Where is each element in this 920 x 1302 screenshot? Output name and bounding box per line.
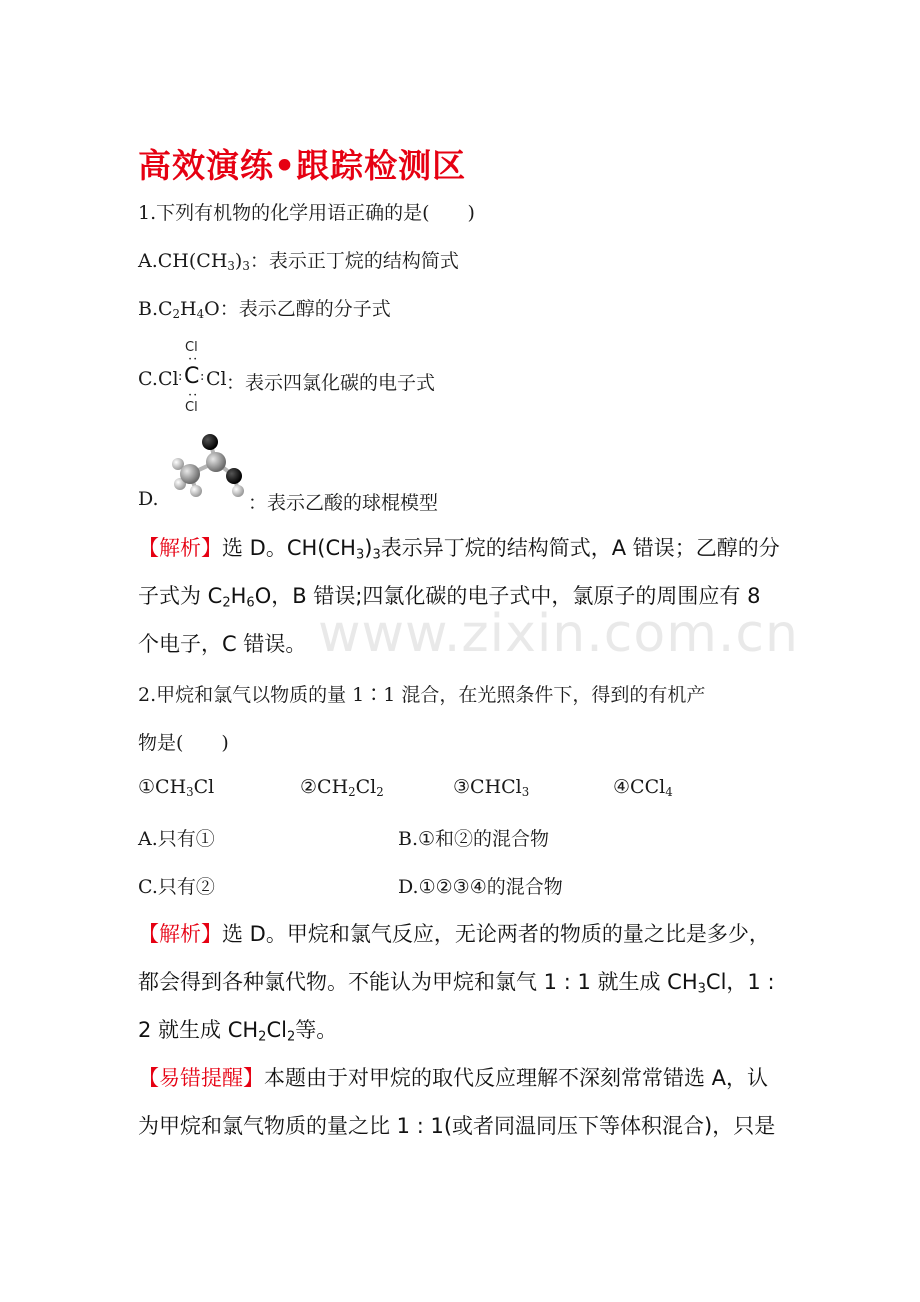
- q2-item-3: ③CHCl$_3$: [453, 776, 530, 799]
- error-tip-tag: 【易错提醒】: [138, 1066, 264, 1090]
- electron-dots-bottom: ··: [188, 388, 199, 403]
- page-title: 高效演练•跟踪检测区: [138, 146, 467, 185]
- q2-stem-line2: 物是( ): [138, 732, 229, 754]
- electron-formula-center-c: C: [184, 364, 200, 389]
- q2-item-1: $①CH_3Cl$: [138, 776, 215, 799]
- electron-dots-left: :: [178, 369, 184, 384]
- q1-option-b: $B.C_2H_4O$：表示乙醇的分子式: [138, 298, 391, 321]
- electron-formula-cl-top: Cl: [185, 340, 198, 355]
- q1-stem: 1.下列有机物的化学用语正确的是( ): [138, 202, 475, 224]
- electron-dots-top: ··: [188, 352, 199, 367]
- q1-option-c: C. Cl ·· Cl : C : Cl ：表示四氯化碳的电子式 ·· Cl: [138, 340, 436, 415]
- q2-option-b: B.①和②的混合物: [398, 828, 550, 850]
- q1-option-a: $A.CH(CH_3)_3$：表示正丁烷的结构简式: [138, 250, 459, 273]
- q2-stem-line1: 2.甲烷和氯气以物质的量 1∶1 混合，在光照条件下，得到的有机产: [138, 684, 706, 706]
- electron-formula-cl-bottom: Cl: [185, 400, 198, 415]
- electron-dots-right: :: [200, 369, 206, 384]
- q2-analysis: 【解析】选 D。甲烷和氯气反应，无论两者的物质的量之比是多少，都会得到各种氯代物。不能认为甲烷和氯气 1 : 1 就生成 $CH_3Cl$，1 : 2 就生成 $CH_2Cl_2$等。: [138, 922, 775, 1045]
- q1-analysis: 【解析】选 D。$CH(CH_3)_3$表示异丁烷的结构简式，A 错误；乙醇的分子式为 $C_2H_6O$，B 错误;四氯化碳的电子式中，氯原子的周围应有 8 个电子，C 错误。: [138, 536, 780, 656]
- q2-option-a: A.只有①: [138, 828, 215, 850]
- analysis-tag: 【解析】: [138, 536, 222, 560]
- q1-option-d-text: ：表示乙酸的球棍模型: [248, 492, 439, 514]
- q2-option-c: C.只有②: [138, 876, 215, 898]
- error-tip: 【易错提醒】本题由于对甲烷的取代反应理解不深刻常常错选 A，认为甲烷和氯气物质的量之比 1 : 1(或者同温同压下等体积混合)，只是: [138, 1066, 776, 1138]
- q2-item-4: ④CCl$_4$: [613, 776, 673, 799]
- electron-formula-cl-left: Cl: [158, 368, 179, 390]
- electron-formula-cl-right: Cl: [206, 368, 227, 390]
- acetic-acid-ball-stick-model-icon: [158, 430, 258, 504]
- q2-item-2: $②CH_2Cl_2$: [300, 776, 384, 799]
- watermark: www.zixin.com.cn: [318, 604, 799, 664]
- q2-option-d: D.①②③④的混合物: [398, 876, 563, 898]
- analysis-tag: 【解析】: [138, 922, 222, 946]
- q1-option-d-label: D.: [138, 488, 159, 510]
